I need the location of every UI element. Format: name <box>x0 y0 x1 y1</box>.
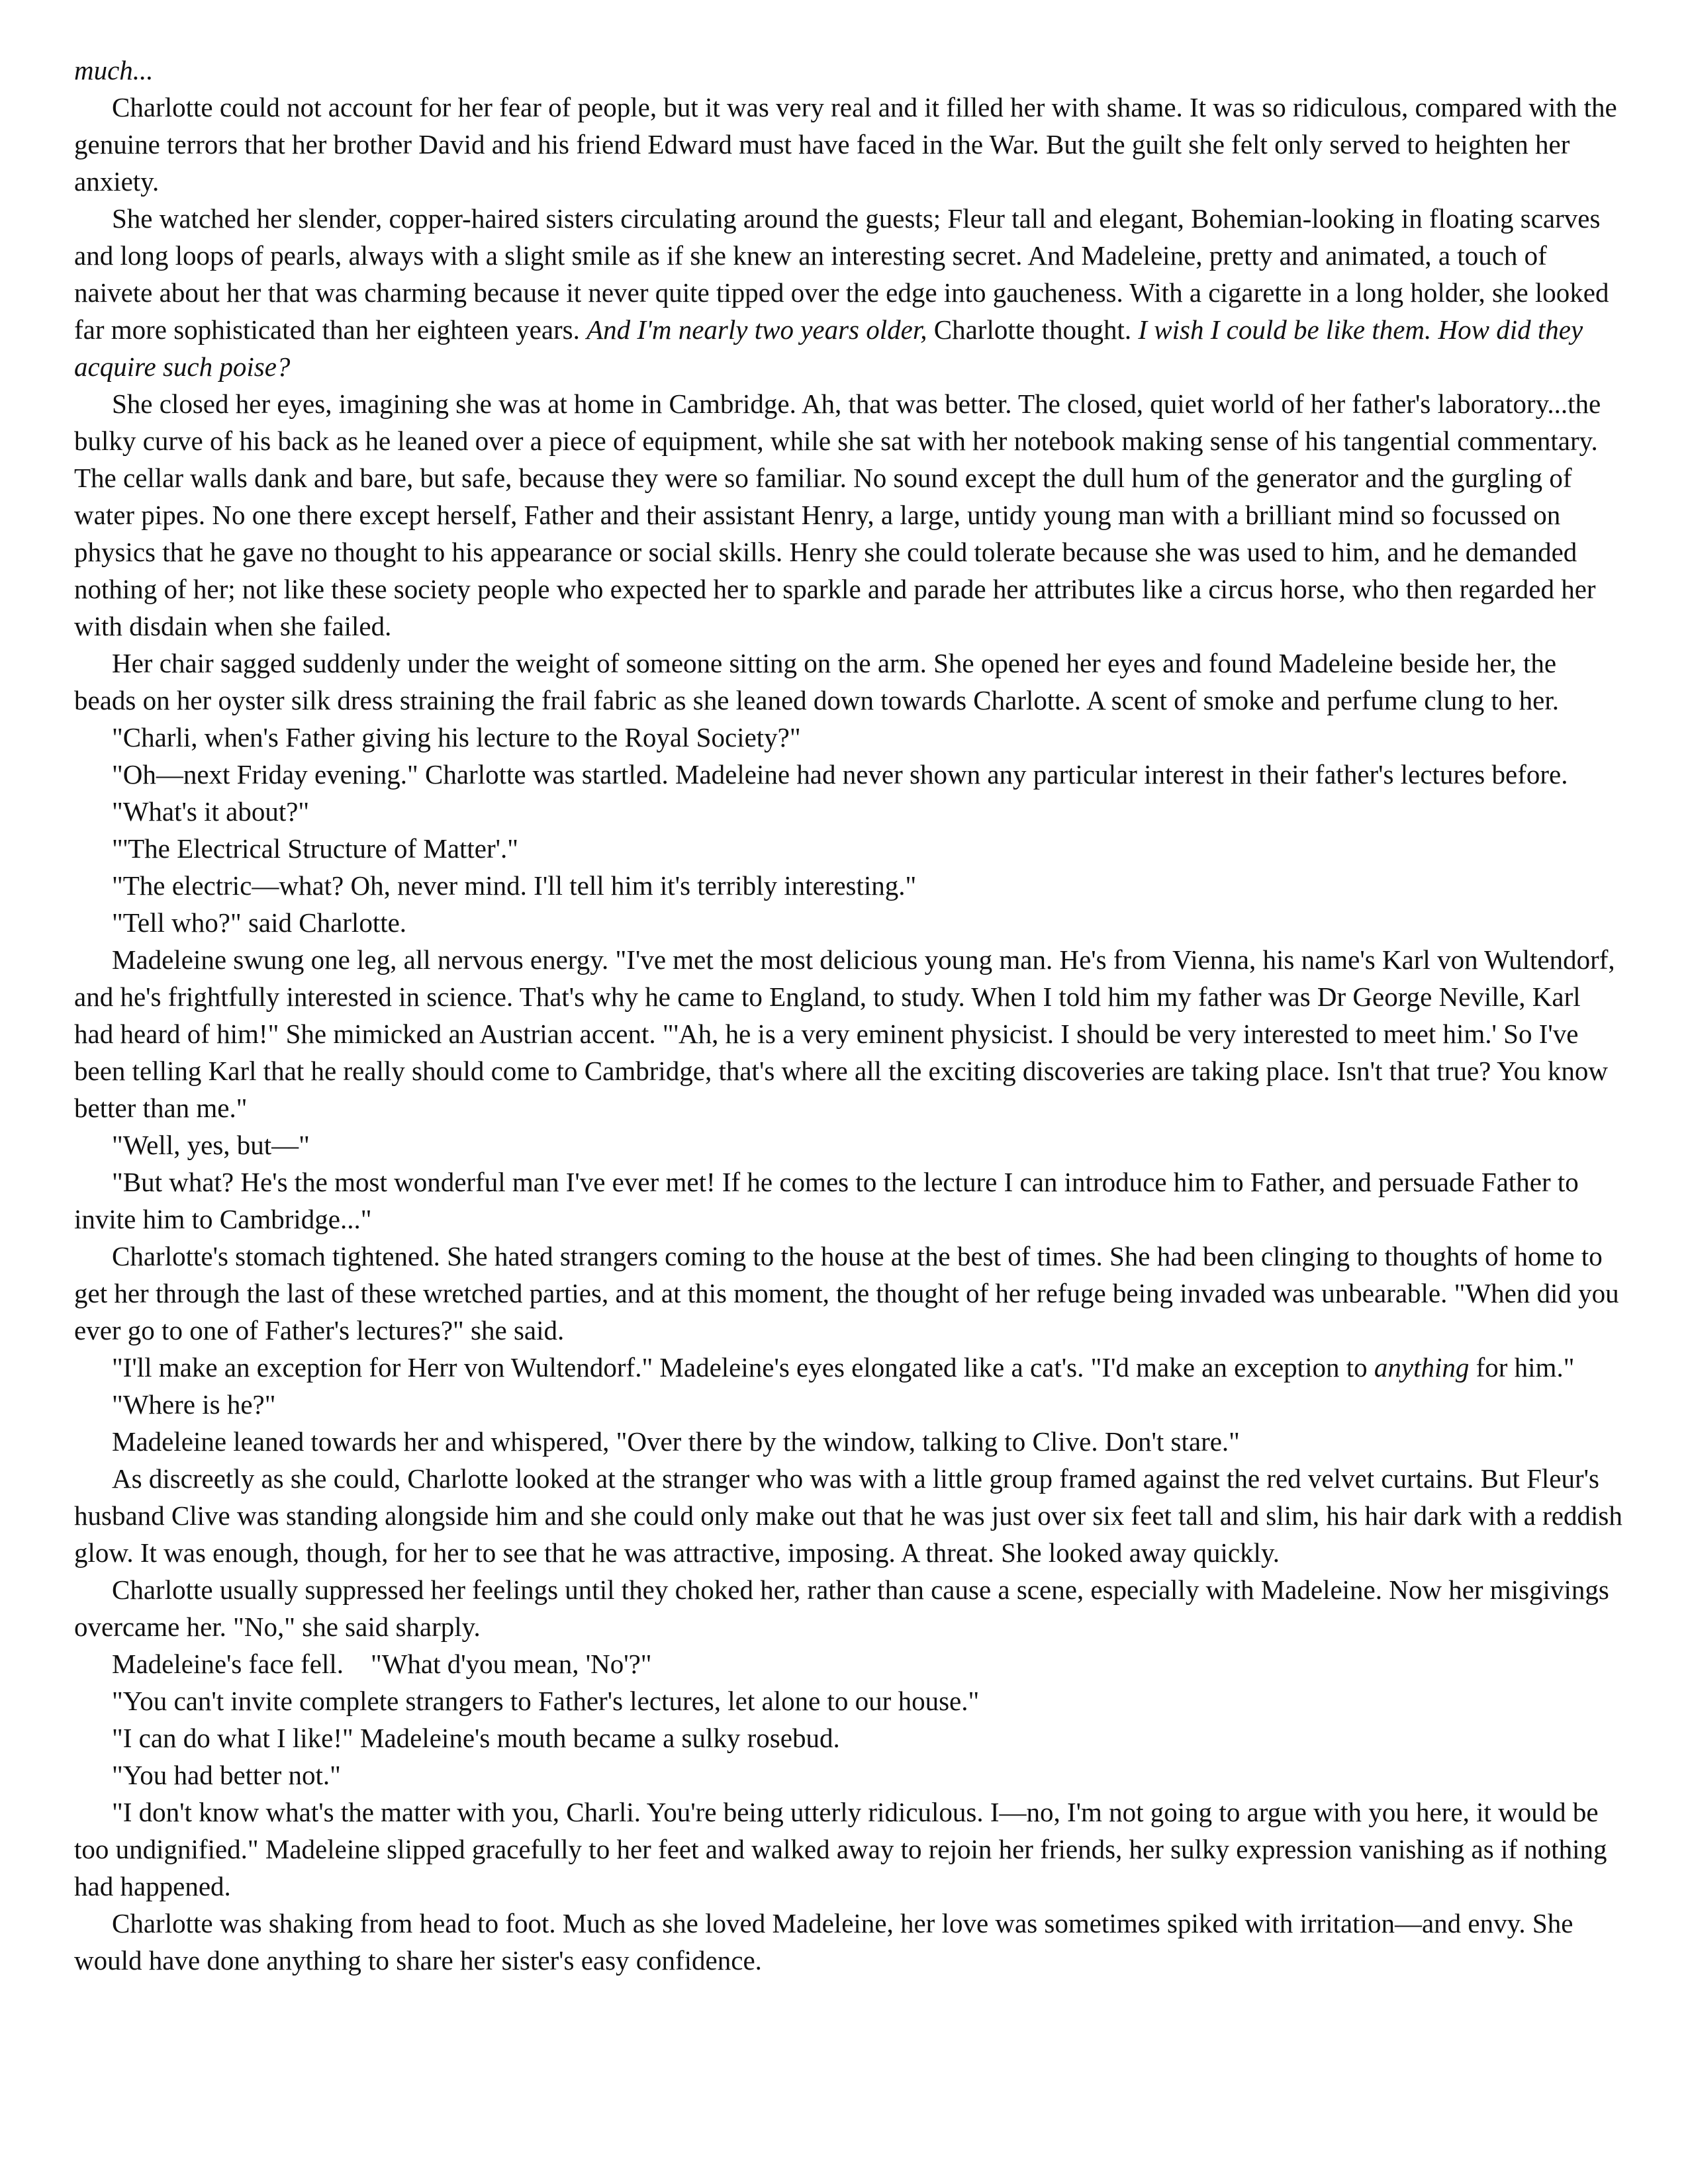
paragraph <box>74 1423 1623 1460</box>
paragraph <box>74 941 1623 1126</box>
italic-text-segment: And I'm nearly two years older, <box>586 314 927 345</box>
paragraph <box>74 904 1623 941</box>
paragraph <box>74 1126 1623 1163</box>
text-segment: Her chair sagged suddenly under the weight of someone sitting on the arm. She opened her eyes and found Madeleine beside her, the beads on her oyster silk dress straining the frail fabric as she leaned down towards Charlotte. A scent of smoke and perfume clung to her. <box>74 648 1564 715</box>
italic-text-segment: anything <box>1374 1352 1470 1383</box>
paragraph <box>74 1756 1623 1794</box>
paragraph <box>74 1163 1623 1238</box>
text-segment: As discreetly as she could, Charlotte looked at the stranger who was with a little group framed against the red velvet curtains. But Fleur's husband Clive was standing alongside him and she could only make out that he was just over six feet tall and slim, his hair dark with a reddish glow. It was enough, though, for her to see that he was attractive, imposing. A threat. She looked away quickly. <box>74 1463 1630 1568</box>
text-segment: "Well, yes, but—" <box>112 1130 310 1160</box>
text-segment: Charlotte could not account for her fear of people, but it was very real and it filled her with shame. It was so ridiculous, compared with the genuine terrors that her brother David and his friend Edward must have faced in the War. But the guilt she felt only served to heighten her anxiety. <box>74 92 1624 197</box>
text-segment: Charlotte thought. <box>927 314 1139 345</box>
paragraph <box>74 1682 1623 1719</box>
paragraph <box>74 89 1623 200</box>
text-segment: for him." <box>1469 1352 1575 1383</box>
text-segment: "But what? He's the most wonderful man I've ever met! If he comes to the lecture I can introduce him to Father, and persuade Father to invite him to Cambridge..." <box>74 1167 1586 1234</box>
text-segment: She watched her slender, copper-haired sisters circulating around the guests; Fleur tall and elegant, Bohemian-looking in floating scarves and long loops of pearls, always with a slight smile as if she knew an interesting secret. And Madeleine, pretty and animated, a touch of naivete about her that was charming because it never quite tipped over the edge into gaucheness. With a cigarette in a long holder, she looked far more sophisticated than her eighteen years. <box>74 203 1616 345</box>
text-segment: "I'll make an exception for Herr von Wultendorf." Madeleine's eyes elongated like a cat's. "I'd make an exception to <box>112 1352 1374 1383</box>
italic-text-segment: much... <box>74 55 154 85</box>
page-body <box>74 52 1630 1979</box>
paragraph <box>74 385 1623 645</box>
text-segment: Charlotte's stomach tightened. She hated strangers coming to the house at the best of times. She had been clinging to thoughts of home to get her through the last of these wretched parties, and at this moment, the thought of her refuge being invaded was unbearable. "When did you ever go to one of Father's lectures?" she said. <box>74 1241 1626 1345</box>
text-segment: "The electric—what? Oh, never mind. I'll tell him it's terribly interesting." <box>112 870 917 901</box>
paragraph <box>74 1571 1623 1645</box>
paragraph <box>74 1349 1623 1386</box>
text-segment: "I don't know what's the matter with you, Charli. You're being utterly ridiculous. I—no, I'm not going to argue with you here, it would be too undignified." Madeleine slipped gracefully to her feet and walked away to rejoin her friends, her sulky expression vanishing as if nothing had happened. <box>74 1797 1614 1901</box>
text-flow <box>74 52 1630 1979</box>
paragraph <box>74 1794 1623 1905</box>
text-segment: "I can do what I like!" Madeleine's mouth became a sulky rosebud. <box>112 1723 840 1753</box>
paragraph <box>74 719 1623 756</box>
paragraph <box>74 1460 1630 1571</box>
text-segment: Charlotte was shaking from head to foot. Much as she loved Madeleine, her love was sometimes spiked with irritation—and envy. She would have done anything to share her sister's easy confidence. <box>74 1908 1580 1976</box>
text-segment: "Charli, when's Father giving his lecture to the Royal Society?" <box>112 722 801 752</box>
paragraph <box>74 1238 1626 1349</box>
text-segment: "'The Electrical Structure of Matter'." <box>112 833 519 864</box>
paragraph <box>74 645 1623 719</box>
text-segment: Madeleine leaned towards her and whispered, "Over there by the window, talking to Clive. Don't stare." <box>112 1426 1240 1457</box>
paragraph <box>74 200 1623 385</box>
text-segment: "You can't invite complete strangers to Father's lectures, let alone to our house." <box>112 1686 980 1716</box>
paragraph <box>74 867 1623 904</box>
text-segment: "What's it about?" <box>112 796 310 827</box>
paragraph <box>74 1645 1623 1682</box>
text-segment: Charlotte usually suppressed her feelings until they choked her, rather than cause a scene, especially with Madeleine. Now her misgivings overcame her. "No," she said sharply. <box>74 1574 1617 1642</box>
text-segment: Madeleine swung one leg, all nervous energy. "I've met the most delicious young man. He's from Vienna, his name's Karl von Wultendorf, and he's frightfully interested in science. That's why he came to England, to study. When I told him my father was Dr George Neville, Karl had heard of him!" She mimicked an Austrian accent. "'Ah, he is a very eminent physicist. I should be very interested to meet him.' So I've been telling Karl that he really should come to Cambridge, that's where all the exciting discoveries are taking place. Isn't that true? You know better than me." <box>74 944 1622 1123</box>
text-segment: She closed her eyes, imagining she was at home in Cambridge. Ah, that was better. The closed, quiet world of her father's laboratory...the bulky curve of his back as he leaned over a piece of equipment, while she sat with her notebook making sense of his tangential commentary. The cellar walls dank and bare, but safe, because they were so familiar. No sound except the dull hum of the generator and the gurgling of water pipes. No one there except herself, Father and their assistant Henry, a large, untidy young man with a brilliant mind so focussed on physics that he gave no thought to his appearance or social skills. Henry she could tolerate because she was used to him, and he demanded nothing of her; not like these society people who expected her to sparkle and parade her attributes like a circus horse, who then regarded her with disdain when she failed. <box>74 388 1608 641</box>
text-segment: "Where is he?" <box>112 1389 276 1420</box>
paragraph <box>74 830 1623 867</box>
text-segment: "Oh—next Friday evening." Charlotte was startled. Madeleine had never shown any particular interest in their father's lectures before. <box>112 759 1568 790</box>
paragraph <box>74 1386 1623 1423</box>
text-segment: "Tell who?" said Charlotte. <box>112 907 407 938</box>
text-segment: "You had better not." <box>112 1760 341 1790</box>
paragraph <box>74 793 1623 830</box>
paragraph <box>74 756 1623 793</box>
italic-text-segment: I wish I could be like them. How did they acquire such poise? <box>74 314 1590 382</box>
paragraph <box>74 1719 1623 1756</box>
text-segment: Madeleine's face fell. "What d'you mean, 'No'?" <box>112 1649 652 1679</box>
paragraph <box>74 1905 1623 1979</box>
paragraph <box>74 52 1623 89</box>
